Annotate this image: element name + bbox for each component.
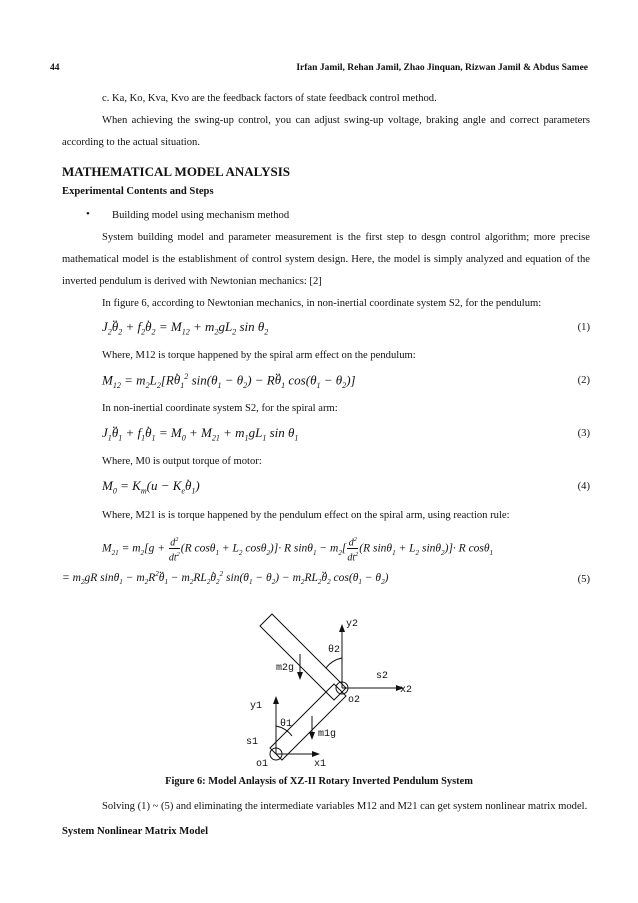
spiral-arm-intro: In non-inertial coordinate system S2, for the spiral arm: [102, 403, 338, 414]
m12-description: Where, M12 is torque happened by the spiral arm effect on the pendulum: [102, 350, 416, 361]
label-y1: y1 [250, 701, 263, 712]
section-title: MATHEMATICAL MODEL ANALYSIS [62, 164, 291, 179]
label-o2: o2 [348, 695, 361, 706]
label-m1g: m1g [318, 729, 337, 740]
equation-1-number: (1) [577, 322, 590, 333]
feedback-factors-line: c. Ka, Ko, Kva, Kvo are the feedback factors of state feedback control method. [102, 93, 437, 104]
equation-4-number: (4) [577, 481, 590, 492]
figure-caption: Figure 6: Model Anlaysis of XZ-II Rotary Inverted Pendulum System [165, 776, 473, 787]
equation-2-number: (2) [577, 375, 590, 386]
label-s2: s2 [376, 671, 389, 682]
label-x2: x2 [400, 685, 413, 696]
solving-paragraph: Solving (1) ~ (5) and eliminating the intermediate variables M12 and M21 can get system nonlinear matrix model. [102, 801, 588, 812]
label-y2: y2 [346, 619, 359, 630]
label-theta2: θ2 [328, 645, 341, 656]
equation-3: $J_1$.. $\theta_1 + f_1$. $\theta_1 = M_0 + M_{21} + m_1gL_1$ $\sin \theta_1$ [102, 425, 298, 443]
label-o1: o1 [256, 759, 269, 770]
bullet-icon: • [86, 208, 90, 220]
swing-up-paragraph: When achieving the swing-up control, you can adjust swing-up voltage, braking angle and correct parameters according to the actual situation. [62, 115, 590, 148]
bullet-text: Building model using mechanism method [112, 210, 290, 221]
pendulum-bar [260, 614, 346, 700]
label-s1: s1 [246, 737, 259, 748]
equation-5-line-2: = $m_2gR$ $\sin\theta_1 - m_2R^2$.. $\theta_1 - m_2RL_2$. $\theta_2^2$ $\sin(\theta_1 - \theta_2) - m_2RL_2$.. $\theta_2$ $\cos(\theta_1 - \theta_2)$ [62, 570, 389, 586]
label-m2g: m2g [276, 663, 295, 674]
m0-description: Where, M0 is output torque of motor: [102, 456, 262, 467]
page-number: 44 [50, 63, 60, 73]
label-theta1: θ1 [280, 719, 293, 730]
equation-3-number: (3) [577, 428, 590, 439]
pendulum-diagram [228, 604, 428, 770]
equation-4: $M_0 = K_m(u - K_e$. $\theta_1$) [102, 478, 200, 496]
theta2-arc [326, 658, 342, 668]
running-header-authors: Irfan Jamil, Rehan Jamil, Zhao Jinquan, Rizwan Jamil & Abdus Samee [296, 63, 588, 73]
model-building-paragraph: System building model and parameter measurement is the first step to desgn control algorithm; more precise mathematical model is the establishment of control system design. Here, the model is simply analyzed and equation of the inverted pendulum is derived with Newtonian mechanics: [2] [62, 232, 590, 287]
next-section-heading: System Nonlinear Matrix Model [62, 826, 209, 837]
section-subtitle: Experimental Contents and Steps [62, 186, 214, 197]
equation-2: $M_{12} = m_2L_2[R$. $\theta_1^2$ $\sin(\theta_1 - \theta_2) - R$.. $\theta_1$ $\cos(\theta_1 - \theta_2)$] [102, 372, 356, 390]
m21-description: Where, M21 is is torque happened by the pendulum effect on the spiral arm, using reaction rule: [102, 510, 510, 521]
equation-5-line-1: $M_{21} = m_2[g$ + $\frac{d^2}{dt^2}$ (R $\cos\theta_1 + L_2$ cosθ$_2$)]· R $\sin\theta_1 - m_2$[ $\frac{d^2}{dt^2}$ (R $\sin\theta_1 + L_2$ sinθ$_2$)]· R cosθ$_1$ [102, 536, 494, 564]
equation-1: $J_2$.. $\theta_2 + f_2$. $\theta_2 = M_{12} + m_2gL_2$ $\sin \theta_2$ [102, 319, 268, 337]
equation-5-number: (5) [577, 574, 590, 585]
label-x1: x1 [314, 759, 327, 770]
pendulum-intro: In figure 6, according to Newtonian mechanics, in non-inertial coordinate system S2, for the pendulum: [102, 298, 542, 309]
